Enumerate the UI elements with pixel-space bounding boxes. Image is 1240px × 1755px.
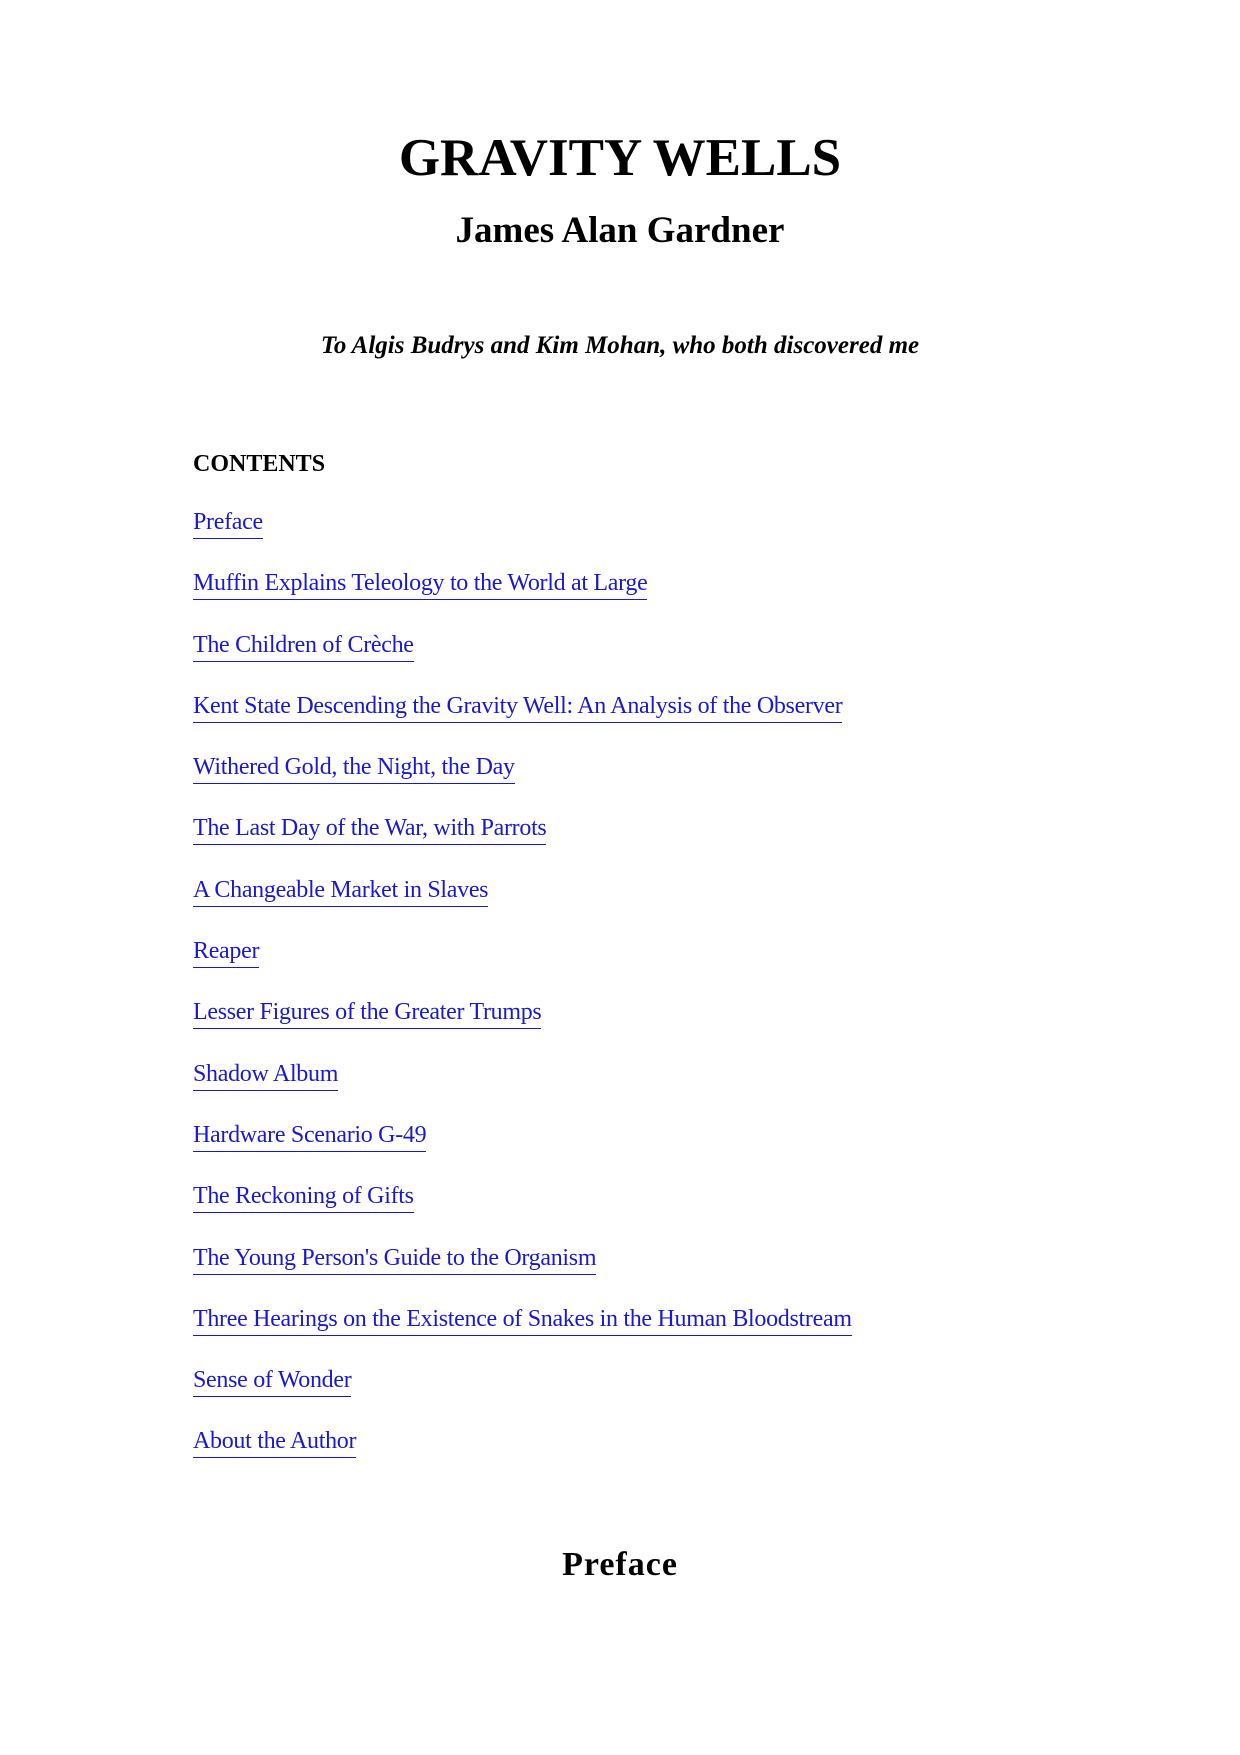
toc-link-preface[interactable]: Preface — [193, 507, 263, 539]
toc-item — [193, 507, 852, 568]
toc-item — [193, 630, 852, 691]
toc-item — [193, 1304, 852, 1365]
toc-item — [193, 752, 852, 813]
toc-item — [193, 997, 852, 1058]
toc-link-children-of-creche[interactable]: The Children of Crèche — [193, 630, 414, 662]
toc-item — [193, 1243, 852, 1304]
toc-item — [193, 1059, 852, 1120]
toc-item — [193, 936, 852, 997]
book-author: James Alan Gardner — [455, 210, 785, 251]
toc-link-changeable-market-in-slaves[interactable]: A Changeable Market in Slaves — [193, 875, 488, 907]
toc-item — [193, 1426, 852, 1487]
toc-item — [193, 875, 852, 936]
toc-item — [193, 691, 852, 752]
contents-heading: CONTENTS — [193, 451, 326, 477]
toc-item — [193, 1181, 852, 1242]
toc-link-reaper[interactable]: Reaper — [193, 936, 259, 968]
toc-link-lesser-figures[interactable]: Lesser Figures of the Greater Trumps — [193, 997, 541, 1029]
toc-item — [193, 1120, 852, 1181]
toc-link-withered-gold[interactable]: Withered Gold, the Night, the Day — [193, 752, 515, 784]
toc-link-reckoning-of-gifts[interactable]: The Reckoning of Gifts — [193, 1181, 414, 1213]
section-heading-preface: Preface — [562, 1546, 678, 1583]
toc-link-kent-state-descending[interactable]: Kent State Descending the Gravity Well: An Analysis of the Observer — [193, 691, 842, 723]
toc-link-hardware-scenario[interactable]: Hardware Scenario G-49 — [193, 1120, 426, 1152]
book-title: GRAVITY WELLS — [398, 129, 842, 187]
toc-link-three-hearings[interactable]: Three Hearings on the Existence of Snakes in the Human Bloodstream — [193, 1304, 852, 1336]
toc-link-sense-of-wonder[interactable]: Sense of Wonder — [193, 1365, 351, 1397]
toc-link-muffin-explains-teleology[interactable]: Muffin Explains Teleology to the World at Large — [193, 568, 647, 600]
toc-item — [193, 1365, 852, 1426]
toc-link-young-persons-guide[interactable]: The Young Person's Guide to the Organism — [193, 1243, 596, 1275]
toc-item — [193, 813, 852, 874]
toc-link-last-day-of-the-war[interactable]: The Last Day of the War, with Parrots — [193, 813, 546, 845]
table-of-contents — [193, 507, 852, 1488]
toc-link-shadow-album[interactable]: Shadow Album — [193, 1059, 338, 1091]
toc-link-about-the-author[interactable]: About the Author — [193, 1426, 356, 1458]
toc-item — [193, 568, 852, 629]
dedication: To Algis Budrys and Kim Mohan, who both discovered me — [320, 332, 920, 359]
